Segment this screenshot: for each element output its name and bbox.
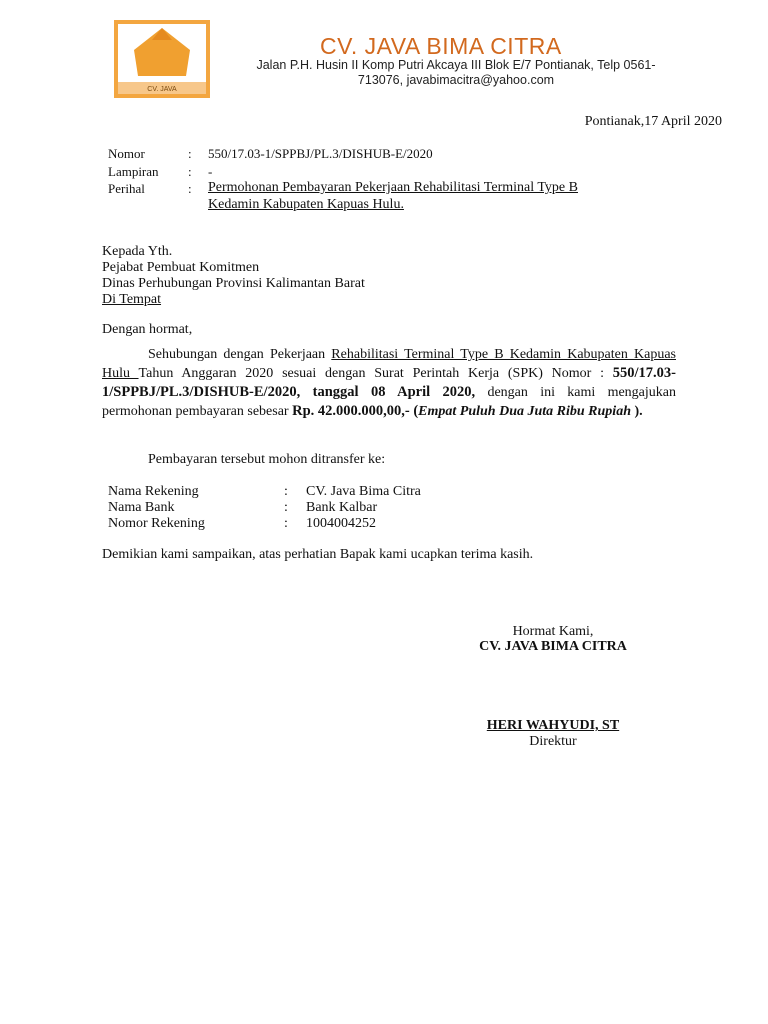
lampiran-colon: : [188,164,192,179]
project-name: Rehabilitasi Terminal Type B Kedamin Kabupaten Kapuas Hulu [102,347,676,381]
signatory-name: HERI WAHYUDI, ST [486,718,620,733]
bank-row-label: Nama Bank [108,500,175,515]
recipient-agency: Dinas Perhubungan Provinsi Kalimantan Barat [102,276,365,291]
signoff-company: CV. JAVA BIMA CITRA [479,639,627,654]
body-spk-intro: Tahun Anggaran 2020 sesuai dengan Surat Perintah Kerja (SPK) Nomor : [138,366,613,381]
nomor-label: Nomor [108,146,145,161]
body-intro: Sehubungan dengan Pekerjaan [148,347,332,362]
salutation: Dengan hormat, [102,322,193,337]
bank-row-colon: : [284,500,288,515]
company-address: Jalan P.H. Husin II Komp Putri Akcaya III Blok E/7 Pontianak, Telp 0561-713076, javabimacitra@yahoo.com [256,58,656,87]
logo-text: CV. JAVA [147,86,177,93]
transfer-instruction: Pembayaran tersebut mohon ditransfer ke: [148,452,386,467]
subject-line-2: Kedamin Kabupaten Kapuas Hulu. [208,197,404,212]
bank-row-label: Nama Rekening [108,484,199,499]
bank-row-label: Nomor Rekening [108,516,205,531]
account-number: 1004004252 [306,516,376,531]
account-name: CV. Java Bima Citra [306,484,421,499]
letter-date: Pontianak,17 April 2020 [584,114,722,129]
bank-name: Bank Kalbar [306,500,378,515]
body-request: dengan ini kami mengajukan permohonan pembayaran sebesar [102,385,676,419]
recipient-location: Di Tempat [102,292,162,307]
company-logo [114,20,210,98]
payment-amount: Rp. 42.000.000,00,- ( [292,403,419,419]
company-name: CV. JAVA BIMA CITRA [320,33,562,59]
amount-in-words: Empat Puluh Dua Juta Ribu Rupiah [418,404,631,419]
perihal-label: Perihal [108,181,145,196]
signatory-title: Direktur [529,734,577,749]
body-paragraph [102,345,676,421]
spk-number: 550/17.03-1/SPPBJ/PL.3/DISHUB-E/2020, tanggal 08 April 2020, [102,365,677,400]
perihal-colon: : [188,181,192,196]
lampiran-label: Lampiran [108,164,159,179]
subject-line-1: Permohonan Pembayaran Pekerjaan Rehabilitasi Terminal Type B [208,180,578,195]
lampiran-value: - [208,164,213,179]
closing-sentence: Demikian kami sampaikan, atas perhatian Bapak kami ucapkan terima kasih. [102,547,534,562]
nomor-value: 550/17.03-1/SPPBJ/PL.3/DISHUB-E/2020 [208,146,433,161]
signoff-greeting: Hormat Kami, [512,624,594,639]
amount-close: ). [630,404,643,419]
bank-row-colon: : [284,484,288,499]
bank-row-colon: : [284,516,288,531]
nomor-colon: : [188,146,192,161]
recipient-title: Pejabat Pembuat Komitmen [102,260,260,275]
recipient-greeting: Kepada Yth. [102,244,173,259]
